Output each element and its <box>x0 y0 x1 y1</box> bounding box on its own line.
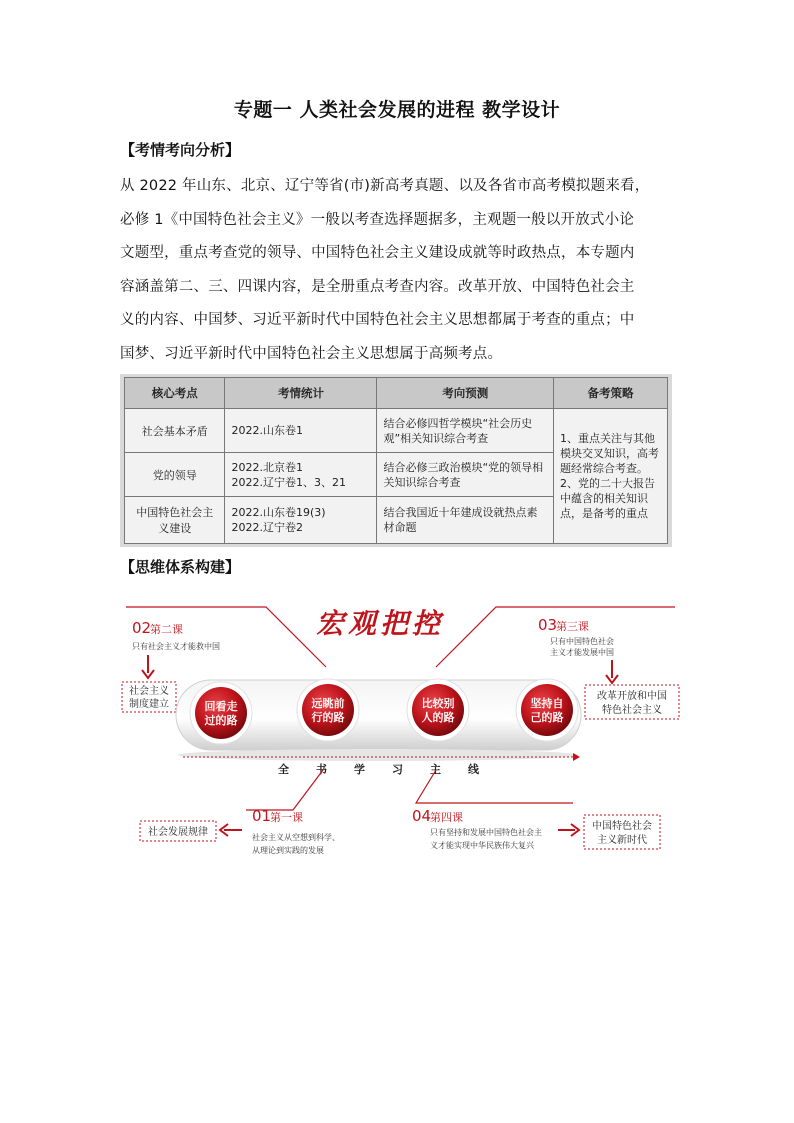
lesson2-number: 02 <box>132 619 152 637</box>
circle-label: 行的路 <box>311 711 345 724</box>
lesson1-desc: 社会主义从空想到科学、 <box>252 833 340 842</box>
table-cell: 党的领导 <box>125 453 225 497</box>
lesson4-desc: 义才能实现中华民族伟大复兴 <box>430 841 534 850</box>
paragraph-line: 国梦、习近平新时代中国特色社会主义思想属于高频考点。 <box>120 345 503 362</box>
circle-label: 人的路 <box>421 711 455 724</box>
lesson4-box-line: 主义新时代 <box>597 835 647 846</box>
lesson3-desc: 主义才能发展中国 <box>550 648 614 657</box>
table-cell: 结合必修三政治模块“党的领导相关知识综合考查 <box>377 453 553 497</box>
lesson4-name: 第四课 <box>430 811 463 824</box>
lesson1-number: 01 <box>252 807 272 825</box>
circle-node <box>407 679 469 741</box>
lesson3-name: 第三课 <box>556 620 589 633</box>
circle-label: 坚持自 <box>530 697 564 710</box>
lesson1-desc: 从理论到实践的发展 <box>252 846 324 855</box>
svg-text:书: 书 <box>316 763 327 776</box>
strategy-line: 2、党的二十大报告中蕴含的相关知识点，是备考的重点 <box>559 477 655 520</box>
table-cell <box>225 409 377 453</box>
table-cell: 结合必修四哲学模块“社会历史观”相关知识综合考查 <box>377 409 553 453</box>
circle-node <box>297 679 359 741</box>
table-header: 核心考点 <box>125 378 225 409</box>
table-header: 考向预测 <box>377 378 553 409</box>
paragraph-line: 从 2022 年山东、北京、辽宁等省(市)新高考真题、以及各省市高考模拟题来看， <box>120 178 650 194</box>
table-header: 考情统计 <box>225 378 377 409</box>
circle-node <box>516 679 578 741</box>
table-header-row <box>125 378 668 409</box>
paragraph-line: 容涵盖第二、三、四课内容，是全册重点考查内容。改革开放、中国特色社会主 <box>120 278 635 295</box>
paragraph-line: 文题型，重点考查党的领导、中国特色社会主义建设成就等时政热点，本专题内 <box>120 245 635 261</box>
stat-line: 2022.北京卷1 <box>231 460 303 474</box>
analysis-paragraph <box>120 170 676 371</box>
svg-text:习: 习 <box>392 763 403 776</box>
circle-label: 过的路 <box>204 714 238 727</box>
table-cell: 中国特色社会主义建设 <box>125 497 225 544</box>
table-cell <box>225 497 377 544</box>
exam-analysis-table <box>120 374 672 547</box>
svg-text:主: 主 <box>430 763 441 776</box>
circle-label: 比较别 <box>421 697 455 710</box>
table-row <box>125 409 668 453</box>
table-cell <box>225 453 377 497</box>
lesson2-desc: 只有社会主义才能救中国 <box>132 642 220 651</box>
lesson4-desc: 只有坚持和发展中国特色社会主 <box>430 828 542 837</box>
mindmap-diagram <box>118 585 683 870</box>
circle-node <box>190 682 252 744</box>
lesson3-number: 03 <box>538 616 558 634</box>
paragraph-line: 义的内容、中国梦、习近平新时代中国特色社会主义思想都属于考查的重点；中 <box>120 312 635 328</box>
lesson2-box-line: 社会主义 <box>129 686 169 697</box>
stat-line: 2022.山东卷19(3) <box>231 506 326 520</box>
section-heading-mindmap: 【思维体系构建】 <box>120 558 241 576</box>
table-header: 备考策略 <box>553 378 667 409</box>
circle-label: 回看走 <box>204 700 238 713</box>
lesson2-box-line: 制度建立 <box>129 699 169 710</box>
strategy-cell <box>553 409 667 544</box>
lesson3-box-line: 改革开放和中国 <box>597 691 667 702</box>
lesson1-box-line: 社会发展规律 <box>148 827 208 838</box>
paragraph-line: 必修 1《中国特色社会主义》一般以考查选择题据多，主观题一般以开放式小论 <box>120 211 635 228</box>
svg-text:线: 线 <box>468 763 479 776</box>
svg-text:学: 学 <box>354 763 365 776</box>
lesson3-desc: 只有中国特色社会 <box>550 637 614 646</box>
stat-line: 2022.辽宁卷1、3、21 <box>231 475 346 489</box>
table-cell: 社会基本矛盾 <box>125 409 225 453</box>
page-title: 专题一 人类社会发展的进程 教学设计 <box>233 99 561 121</box>
banner-title: 宏观把控 <box>315 607 445 640</box>
strategy-line: 1、重点关注与其他模块交叉知识，高考题经常综合考查。 <box>559 432 659 475</box>
lesson4-number: 04 <box>412 807 432 825</box>
lesson1-name: 第一课 <box>270 811 303 824</box>
svg-text:全: 全 <box>278 763 289 776</box>
lesson4-box-line: 中国特色社会 <box>592 821 652 832</box>
circle-label: 远眺前 <box>311 697 345 710</box>
lesson2-name: 第二课 <box>150 623 183 636</box>
lesson3-box-line: 特色社会主义 <box>602 705 662 716</box>
stat-line: 2022.山东卷1 <box>231 424 303 438</box>
table-cell: 结合我国近十年建成设就热点素材命题 <box>377 497 553 544</box>
circle-label: 己的路 <box>530 711 564 724</box>
section-heading-analysis: 【考情考向分析】 <box>120 141 241 159</box>
stat-line: 2022.辽宁卷2 <box>231 521 303 535</box>
